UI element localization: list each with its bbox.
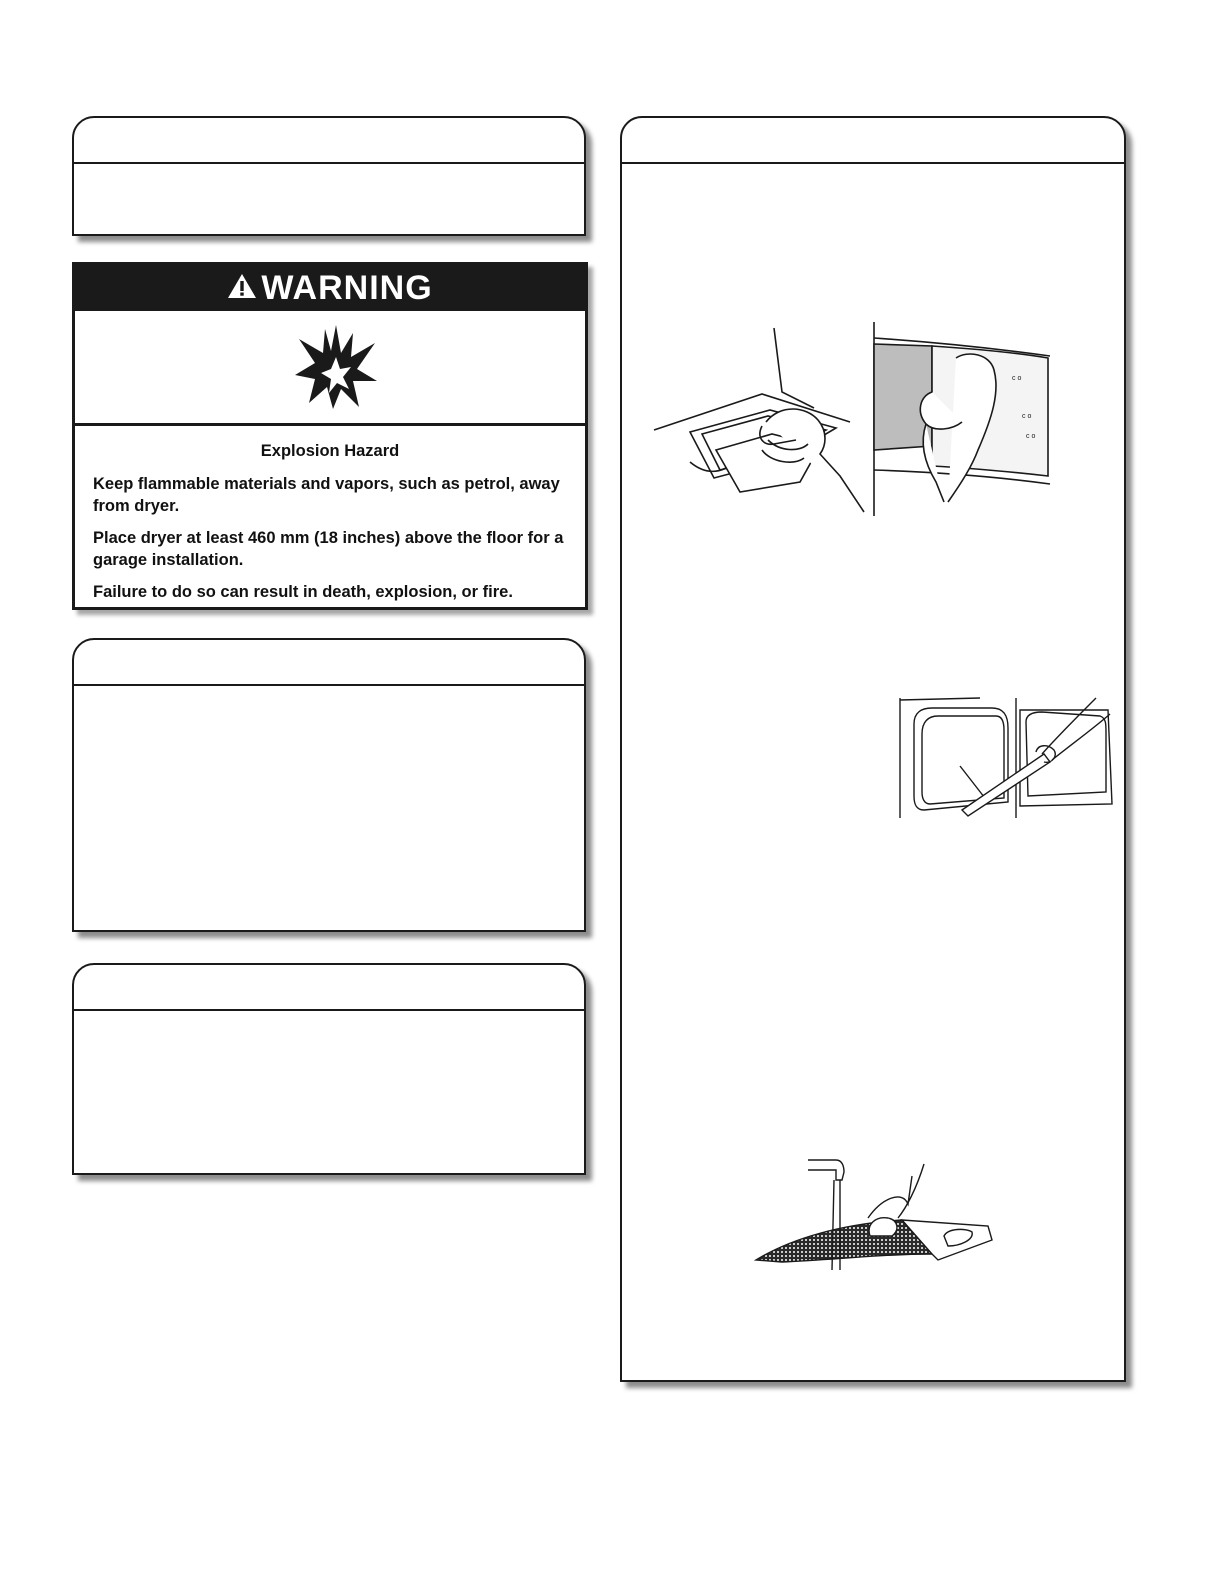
info-card-bottom-left <box>72 963 586 1175</box>
svg-text:c o: c o <box>1022 413 1032 420</box>
warning-line-1: Keep flammable materials and vapors, such as petrol, away from dryer. <box>93 475 560 515</box>
card-body <box>74 686 584 710</box>
svg-text:c o: c o <box>1026 433 1036 440</box>
info-card-middle-left <box>72 638 586 932</box>
card-title <box>74 118 584 138</box>
hazard-title: Explosion Hazard <box>260 442 400 460</box>
washing-lint-screen-illustration <box>752 1150 996 1272</box>
card-body <box>74 1011 584 1035</box>
card-body <box>74 164 584 188</box>
warning-box <box>72 262 588 610</box>
wiping-control-panel-illustration <box>650 322 870 518</box>
alert-triangle-icon <box>227 272 257 305</box>
vacuuming-drum-illustration <box>896 694 1118 820</box>
explosion-icon <box>293 323 379 409</box>
hazard-symbol-area <box>75 311 585 426</box>
card-header <box>622 118 1124 164</box>
card-header <box>74 118 584 164</box>
card-title <box>622 118 1124 138</box>
info-card-top-left <box>72 116 586 236</box>
card-header <box>74 640 584 686</box>
warning-line-3: Failure to do so can result in death, explosion, or fire. <box>93 583 513 601</box>
svg-text:c o: c o <box>1012 375 1022 382</box>
signal-word: WARNING <box>261 268 433 307</box>
card-title <box>74 640 584 660</box>
wiping-drum-illustration <box>872 322 1054 518</box>
card-body <box>622 164 1124 188</box>
warning-header <box>75 265 585 311</box>
card-title <box>74 965 584 985</box>
warning-line-2: Place dryer at least 460 mm (18 inches) above the floor for a garage installation. <box>93 529 564 569</box>
warning-text <box>75 426 585 603</box>
card-header <box>74 965 584 1011</box>
